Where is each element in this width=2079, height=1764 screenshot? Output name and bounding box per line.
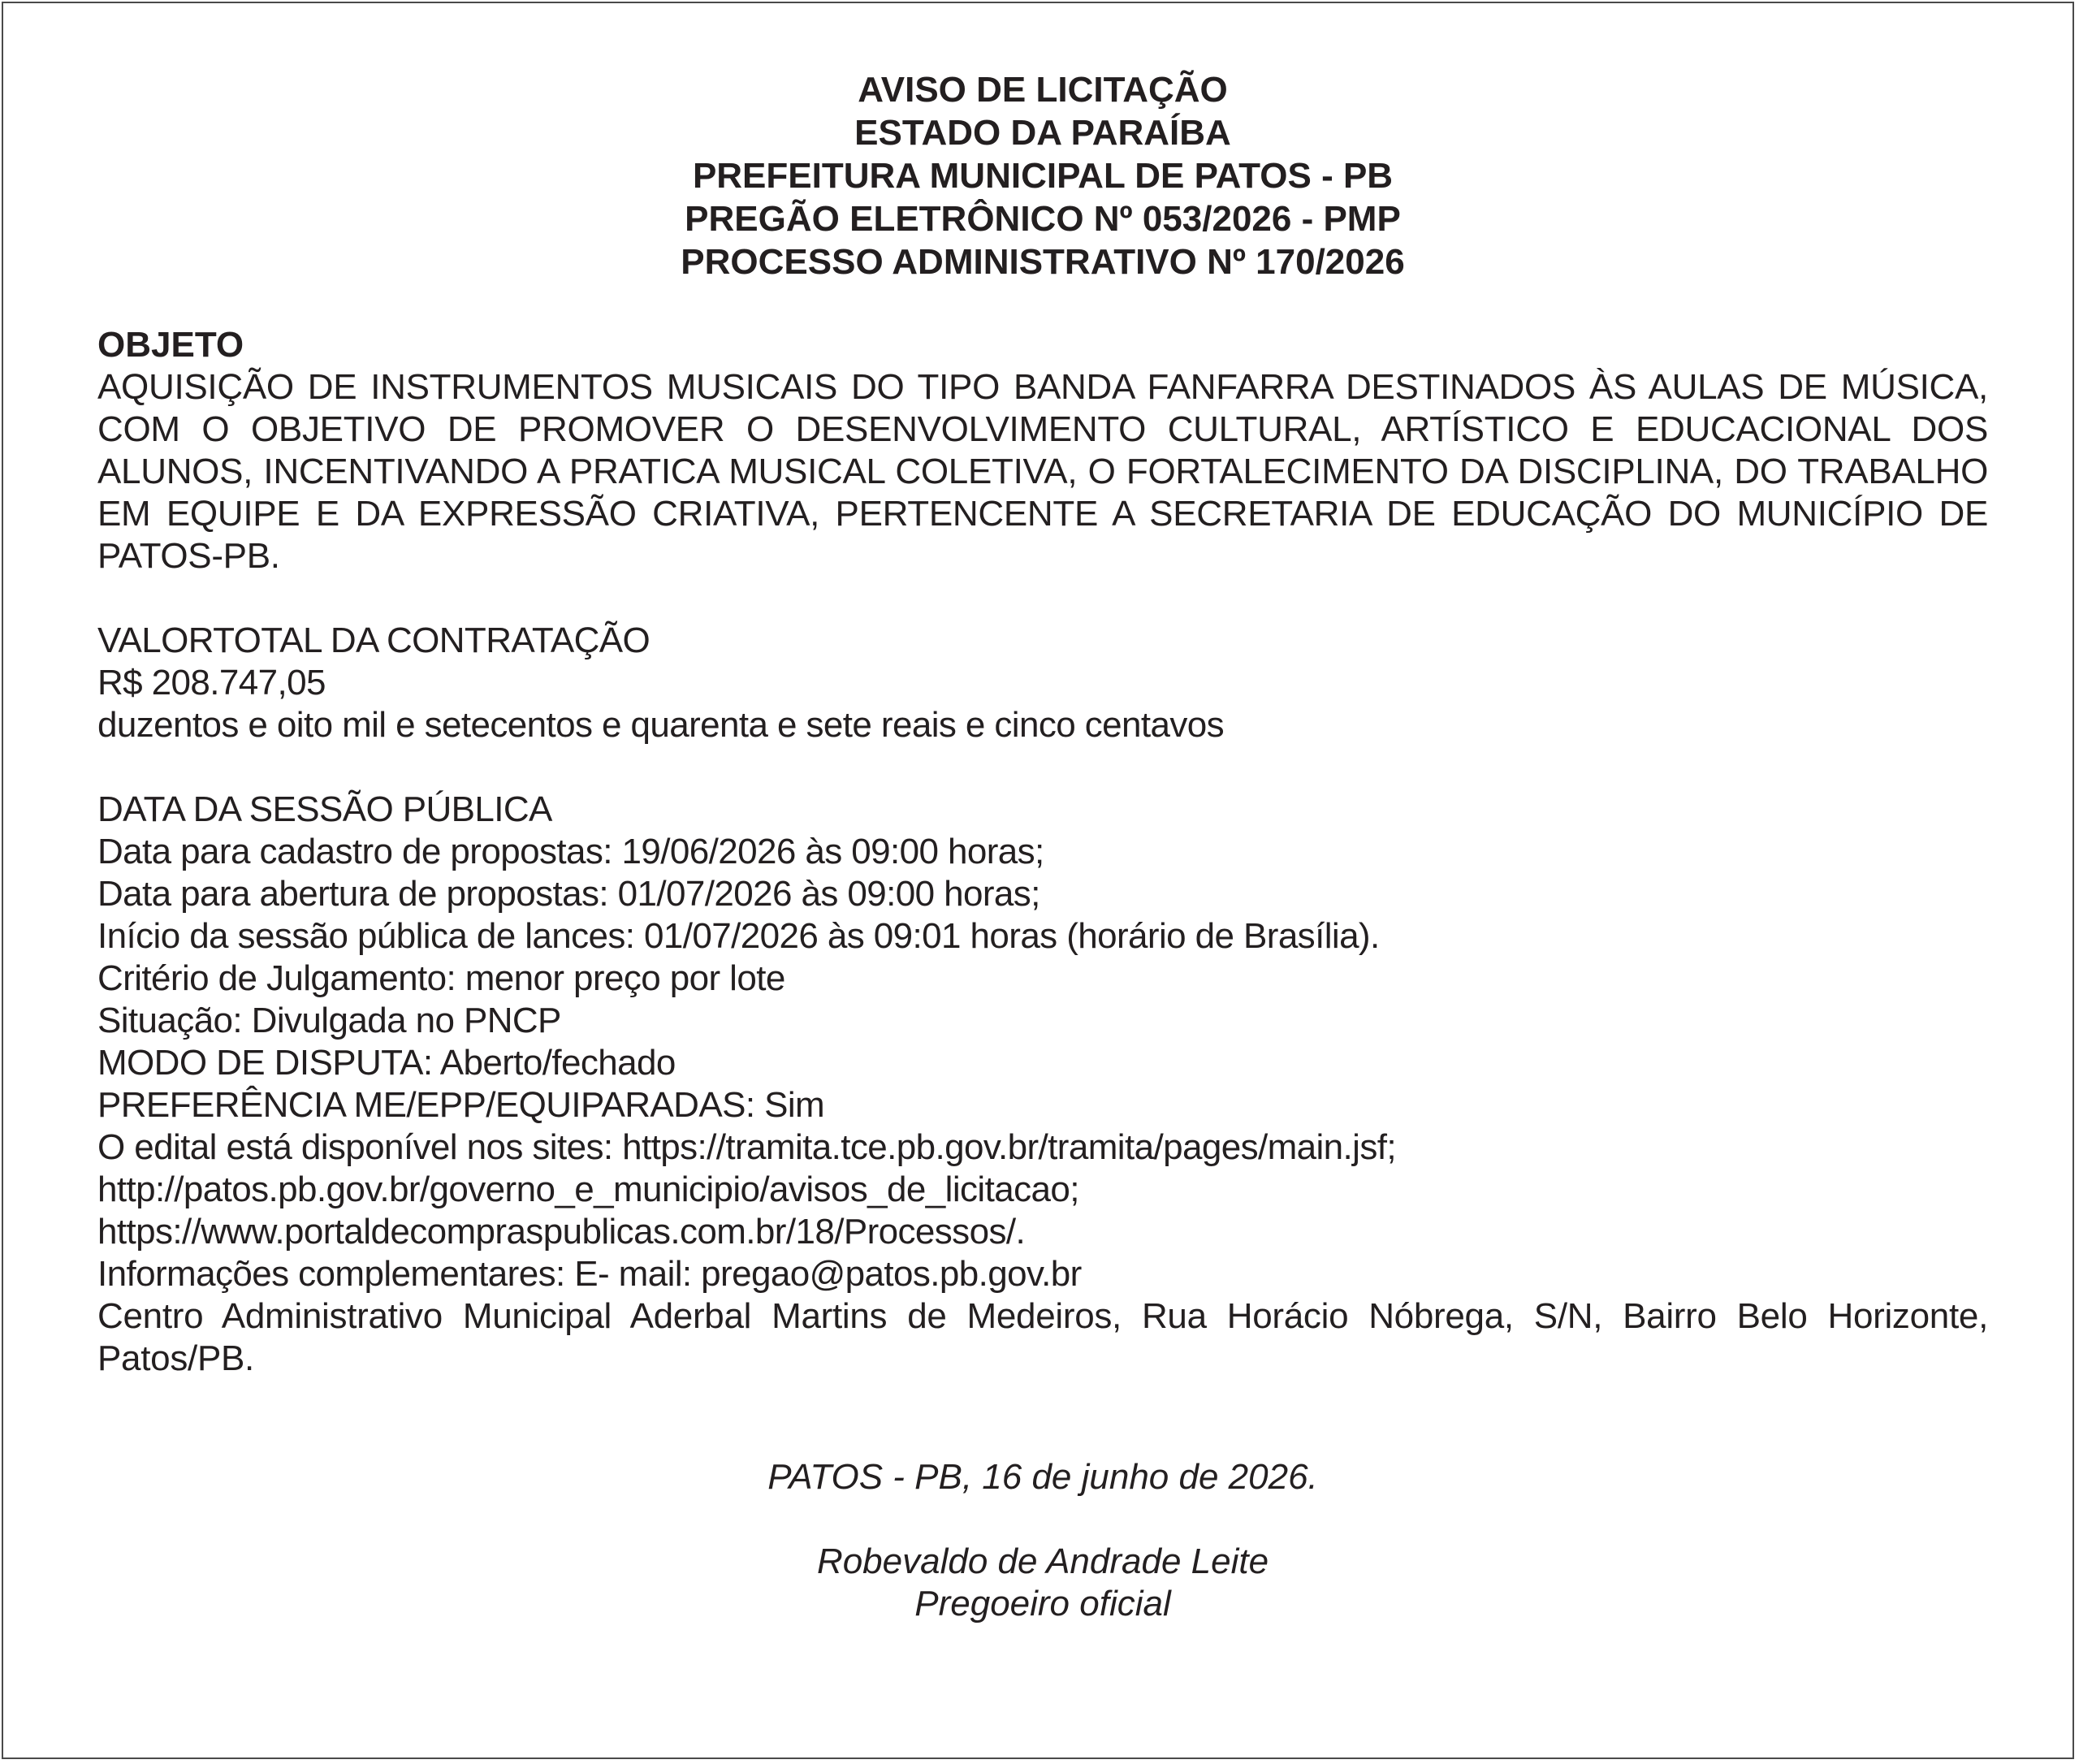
heading-line-aviso: AVISO DE LICITAÇÃO — [858, 70, 1228, 110]
sessao-modo-disputa: MODO DE DISPUTA: Aberto/fechado — [97, 1043, 676, 1083]
objeto-title: OBJETO — [97, 325, 244, 365]
notice-footer — [97, 1456, 1988, 1625]
sessao-criterio: Critério de Julgamento: menor preço por lote — [97, 958, 785, 998]
sessao-informacoes: Informações complementares: E- mail: pregao@patos.pb.gov.br — [97, 1254, 1082, 1294]
sessao-address: Centro Administrativo Municipal Aderbal Martins de Medeiros, Rua Horácio Nóbrega, S/N, Bairro Belo Horizonte, Patos/PB. — [97, 1296, 1988, 1378]
valor-title: VALORTOTAL DA CONTRATAÇÃO — [97, 620, 650, 660]
valor-words: duzentos e oito mil e setecentos e quarenta e sete reais e cinco centavos — [97, 705, 1225, 745]
sessao-edital-sites: O edital está disponível nos sites: https://tramita.tce.pb.gov.br/tramita/pages/main.jsf; — [97, 1127, 1397, 1167]
sessao-site-patos: http://patos.pb.gov.br/governo_e_municipio/avisos_de_licitacao; — [97, 1170, 1079, 1209]
heading-line-pregao: PREGÃO ELETRÔNICO Nº 053/2026 - PMP — [685, 199, 1401, 239]
sessao-preferencia: PREFERÊNCIA ME/EPP/EQUIPARADAS: Sim — [97, 1085, 825, 1125]
sessao-title: DATA DA SESSÃO PÚBLICA — [97, 789, 552, 829]
objeto-text: AQUISIÇÃO DE INSTRUMENTOS MUSICAIS DO TIPO BANDA FANFARRA DESTINADOS ÀS AULAS DE MÚSICA, COM O OBJETIVO DE PROMOVER O DESENVOLVIMENTO CULTURAL, ARTÍSTICO E EDUCACIONAL DOS ALUNOS, INCENTIVANDO A PRATICA MUSICAL COLETIVA, O FORTALECIMENTO DA DISCIPLINA, DO TRABALHO EM EQUIPE E DA EXPRESSÃO CRIATIVA, PERTENCENTE A SECRETARIA DE EDUCAÇÃO DO MUNICÍPIO DE PATOS-PB. — [97, 367, 1988, 576]
sessao-abertura: Data para abertura de propostas: 01/07/2026 às 09:00 horas; — [97, 874, 1040, 914]
sessao-site-portal: https://www.portaldecompraspublicas.com.br/18/Processos/. — [97, 1212, 1026, 1252]
place-date: PATOS - PB, 16 de junho de 2026. — [767, 1457, 1318, 1497]
sessao-situacao: Situação: Divulgada no PNCP — [97, 1001, 561, 1040]
signer-role: Pregoeiro oficial — [914, 1584, 1171, 1623]
notice-heading — [97, 68, 1988, 283]
signer-name: Robevaldo de Andrade Leite — [816, 1541, 1269, 1581]
sessao-inicio-lances: Início da sessão pública de lances: 01/07/2026 às 09:01 horas (horário de Brasília). — [97, 916, 1380, 956]
valor-amount: R$ 208.747,05 — [97, 663, 326, 703]
licitacao-notice — [2, 2, 2074, 1759]
valor-section — [97, 620, 1988, 746]
heading-line-estado: ESTADO DA PARAÍBA — [854, 113, 1231, 153]
sessao-section — [97, 789, 1988, 1295]
heading-line-prefeitura: PREFEITURA MUNICIPAL DE PATOS - PB — [692, 156, 1394, 196]
sessao-cadastro: Data para cadastro de propostas: 19/06/2026 às 09:00 horas; — [97, 832, 1044, 871]
heading-line-processo: PROCESSO ADMINISTRATIVO Nº 170/2026 — [681, 242, 1405, 282]
notice-content — [97, 68, 1988, 1625]
